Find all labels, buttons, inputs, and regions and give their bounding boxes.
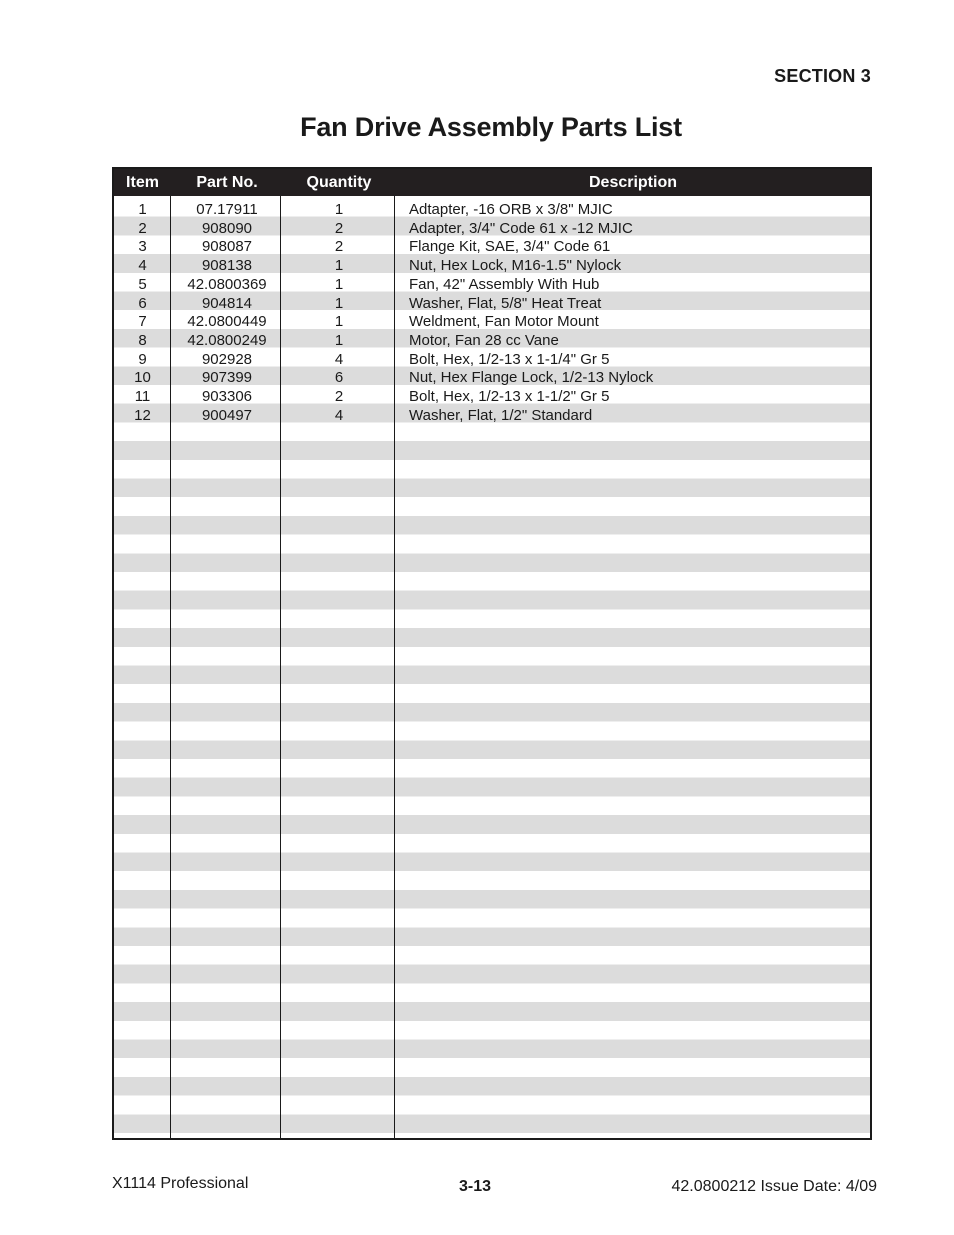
cell-item: 6: [138, 294, 147, 312]
cell-quantity: 2: [334, 219, 344, 237]
table-row: [114, 220, 870, 239]
cell-part-no: 902928: [201, 350, 253, 368]
cell-description: Adapter, 3/4" Code 61 x -12 MJIC: [409, 219, 633, 237]
column-header-quantity: Quantity: [306, 174, 372, 191]
cell-quantity: 6: [334, 369, 344, 387]
column-header-part-no: Part No.: [196, 174, 258, 191]
parts-table: [112, 167, 872, 1140]
cell-quantity: 1: [334, 257, 344, 275]
footer-page-number: 3-13: [459, 1178, 492, 1195]
cell-part-no: 908138: [201, 257, 253, 275]
cell-description: Bolt, Hex, 1/2-13 x 1-1/4" Gr 5: [409, 350, 610, 368]
table-row: [114, 351, 870, 370]
cell-quantity: 1: [334, 201, 344, 218]
column-header-item: Item: [126, 174, 159, 191]
cell-item: 9: [138, 350, 147, 368]
cell-item: 10: [134, 369, 151, 387]
cell-quantity: 1: [334, 331, 344, 349]
cell-item: 7: [138, 313, 147, 331]
cell-quantity: 1: [334, 294, 344, 312]
cell-item: 4: [138, 257, 147, 275]
page-title: Fan Drive Assembly Parts List: [300, 112, 682, 142]
cell-description: Fan, 42" Assembly With Hub: [409, 275, 600, 293]
table-row: [114, 295, 870, 314]
cell-part-no: 903306: [201, 388, 253, 405]
cell-item: 12: [134, 406, 151, 424]
table-row: [114, 238, 870, 257]
column-header-description: Description: [588, 174, 677, 191]
cell-part-no: 42.0800369: [187, 275, 267, 293]
cell-description: Adtapter, -16 ORB x 3/8" MJIC: [409, 201, 613, 218]
cell-part-no: 907399: [201, 369, 253, 387]
table-row: [114, 369, 870, 388]
table-row: [114, 407, 870, 426]
cell-description: Flange Kit, SAE, 3/4" Code 61: [409, 238, 611, 256]
table-header: [114, 169, 870, 196]
cell-quantity: 1: [334, 313, 344, 331]
cell-item: 2: [138, 219, 147, 237]
table-row: [114, 257, 870, 276]
cell-quantity: 2: [334, 388, 344, 405]
table-row: [114, 332, 870, 351]
table-row: [114, 276, 870, 295]
table-body: [114, 198, 870, 1138]
table-row: [114, 201, 870, 220]
cell-part-no: 908090: [201, 219, 253, 237]
cell-item: 3: [138, 238, 147, 256]
cell-item: 1: [138, 201, 147, 218]
cell-description: Washer, Flat, 1/2" Standard: [409, 406, 593, 424]
cell-part-no: 904814: [201, 294, 253, 312]
cell-quantity: 1: [334, 275, 344, 293]
cell-part-no: 07.17911: [196, 201, 258, 218]
section-label: SECTION 3: [774, 66, 871, 86]
cell-description: Weldment, Fan Motor Mount: [409, 313, 599, 331]
cell-part-no: 42.0800249: [187, 331, 267, 349]
cell-item: 11: [134, 388, 151, 405]
cell-part-no: 42.0800449: [187, 313, 267, 331]
cell-quantity: 2: [334, 238, 344, 256]
cell-description: Washer, Flat, 5/8" Heat Treat: [409, 294, 602, 312]
footer-issue-info: 42.0800212 Issue Date: 4/09: [671, 1178, 877, 1195]
cell-description: Motor, Fan 28 cc Vane: [409, 331, 559, 349]
cell-quantity: 4: [334, 406, 344, 424]
column-divider: [394, 196, 395, 1138]
table-row: [114, 313, 870, 332]
cell-description: Nut, Hex Flange Lock, 1/2-13 Nylock: [409, 369, 654, 387]
table-row: [114, 388, 870, 407]
cell-description: Bolt, Hex, 1/2-13 x 1-1/2" Gr 5: [409, 388, 610, 405]
cell-description: Nut, Hex Lock, M16-1.5" Nylock: [409, 257, 622, 275]
cell-part-no: 908087: [201, 238, 253, 256]
column-divider: [280, 196, 281, 1138]
column-divider: [170, 196, 171, 1138]
cell-quantity: 4: [334, 350, 344, 368]
cell-part-no: 900497: [201, 406, 253, 424]
footer-model: X1114 Professional: [112, 1175, 249, 1192]
cell-item: 8: [138, 331, 147, 349]
cell-item: 5: [138, 275, 147, 293]
